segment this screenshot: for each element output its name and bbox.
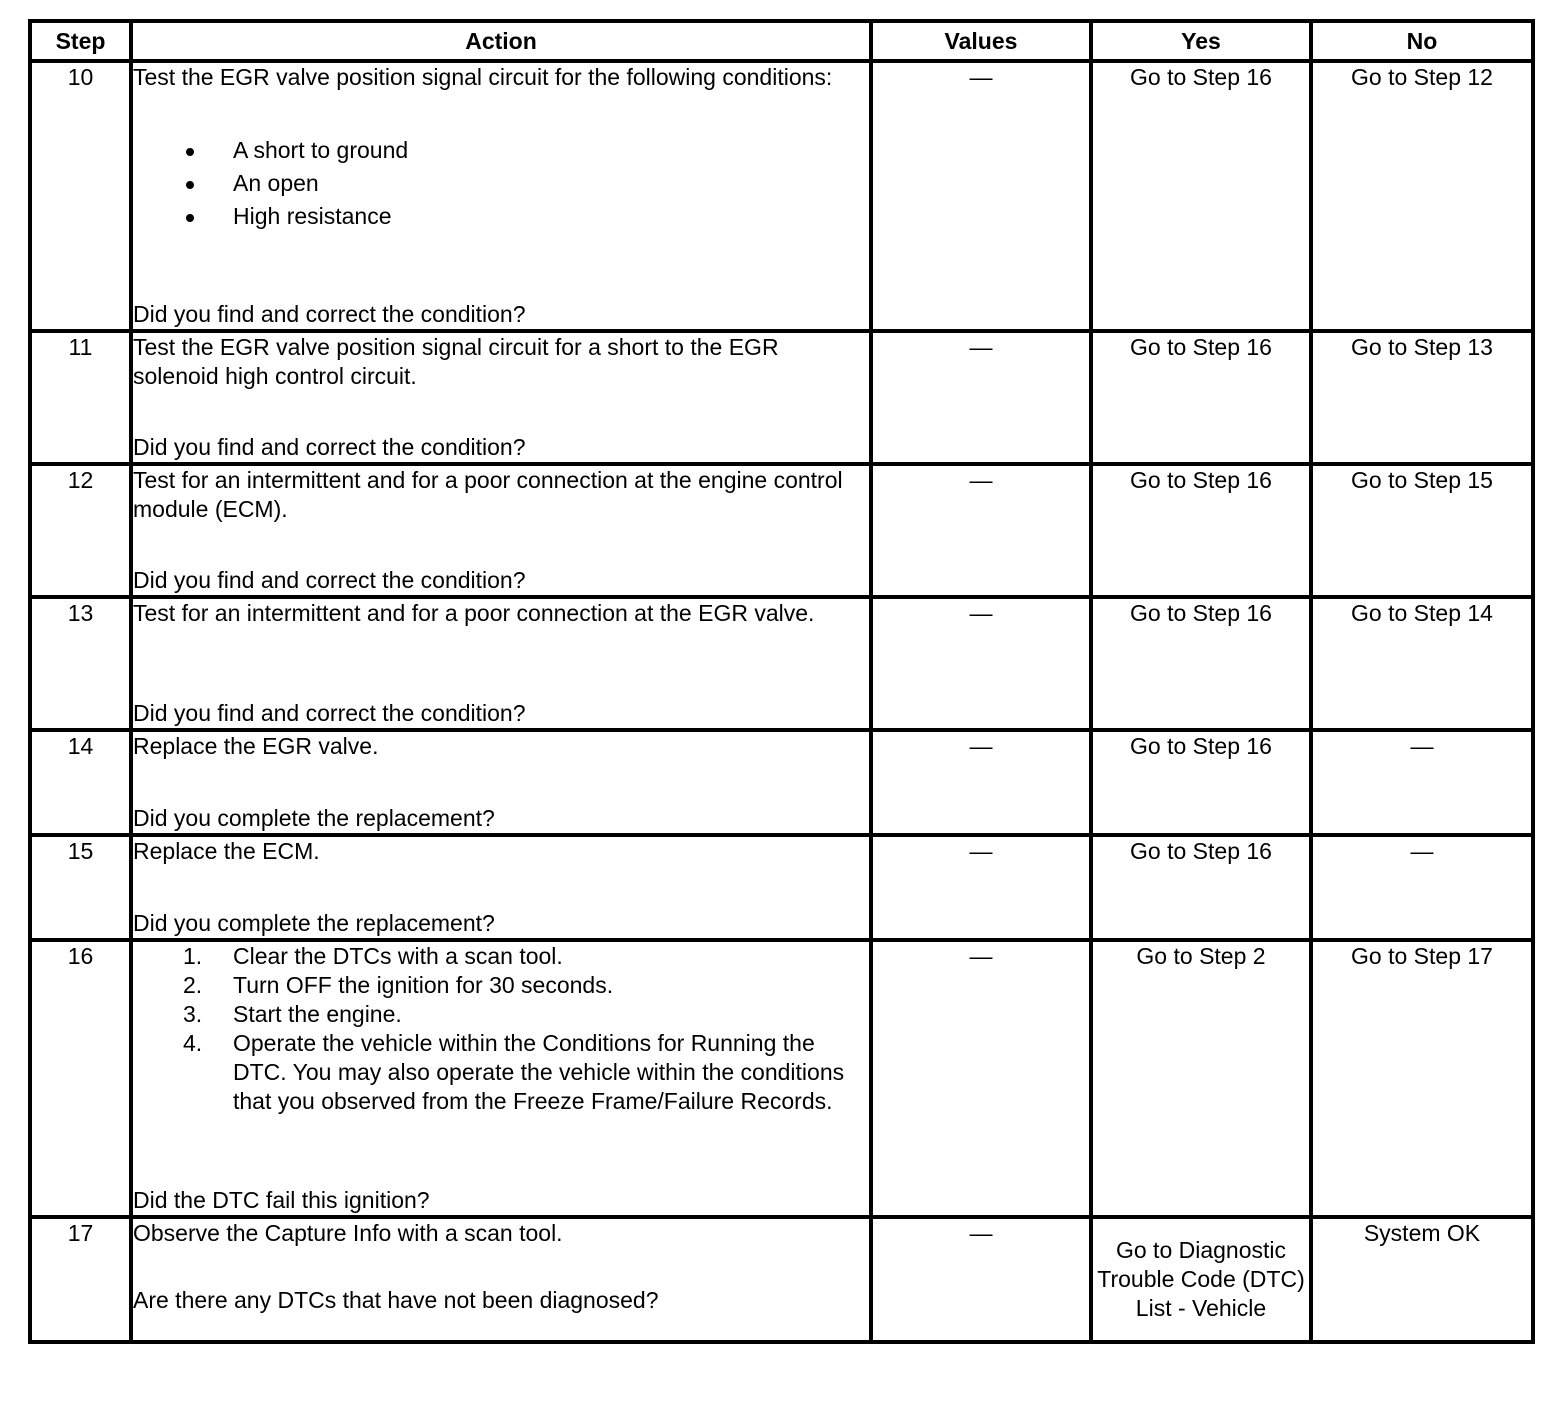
- list-item: High resistance: [183, 200, 869, 233]
- action-cell: [131, 331, 871, 464]
- no-cell: System OK: [1311, 1217, 1533, 1342]
- action-cell: [131, 597, 871, 730]
- table-row: [30, 597, 1533, 730]
- yes-cell: Go to Step 16: [1091, 61, 1311, 331]
- diagnostic-table: [28, 19, 1535, 1344]
- action-text: Observe the Capture Info with a scan tool.: [133, 1220, 563, 1246]
- header-yes: Yes: [1091, 21, 1311, 61]
- header-action: Action: [131, 21, 871, 61]
- action-cell: [131, 1217, 871, 1342]
- list-text: Start the engine.: [233, 1001, 402, 1027]
- yes-cell: Go to Step 16: [1091, 597, 1311, 730]
- action-text: Test for an intermittent and for a poor connection at the engine control module (ECM).: [133, 467, 843, 522]
- table-row: [30, 464, 1533, 597]
- action-cell: [131, 835, 871, 940]
- table-row: [30, 61, 1533, 331]
- values-cell: —: [871, 730, 1091, 835]
- list-item: [183, 942, 869, 971]
- action-text: Replace the EGR valve.: [133, 733, 379, 759]
- yes-cell: Go to Step 16: [1091, 835, 1311, 940]
- no-cell: Go to Step 13: [1311, 331, 1533, 464]
- step-number: 15: [30, 835, 131, 940]
- yes-cell: Go to Step 16: [1091, 331, 1311, 464]
- step-number: 14: [30, 730, 131, 835]
- no-cell: Go to Step 15: [1311, 464, 1533, 597]
- action-question: Did you find and correct the condition?: [133, 434, 526, 460]
- step-number: 11: [30, 331, 131, 464]
- list-number: 4.: [183, 1030, 203, 1056]
- list-number: 1.: [183, 943, 203, 969]
- values-cell: —: [871, 331, 1091, 464]
- action-text: Replace the ECM.: [133, 838, 320, 864]
- header-no: No: [1311, 21, 1533, 61]
- step-number: 12: [30, 464, 131, 597]
- action-question: Did you find and correct the condition?: [133, 700, 526, 726]
- list-item: [183, 1000, 869, 1029]
- header-step: Step: [30, 21, 131, 61]
- list-item: [183, 1029, 869, 1116]
- values-cell: —: [871, 1217, 1091, 1342]
- condition-list: [133, 134, 869, 233]
- header-values: Values: [871, 21, 1091, 61]
- no-cell: Go to Step 17: [1311, 940, 1533, 1217]
- yes-cell: Go to Diagnostic Trouble Code (DTC) List - Vehicle: [1091, 1217, 1311, 1342]
- table-row: [30, 730, 1533, 835]
- action-question: Did you find and correct the condition?: [133, 567, 526, 593]
- list-number: 2.: [183, 972, 203, 998]
- action-question: Are there any DTCs that have not been diagnosed?: [133, 1287, 659, 1313]
- values-cell: —: [871, 464, 1091, 597]
- action-question: Did the DTC fail this ignition?: [133, 1187, 430, 1213]
- action-question: Did you find and correct the condition?: [133, 301, 526, 327]
- step-number: 13: [30, 597, 131, 730]
- action-cell: [131, 464, 871, 597]
- step-number: 16: [30, 940, 131, 1217]
- yes-cell: Go to Step 2: [1091, 940, 1311, 1217]
- values-cell: —: [871, 597, 1091, 730]
- action-text: Test the EGR valve position signal circuit for the following conditions:: [133, 64, 833, 90]
- list-item: [183, 971, 869, 1000]
- no-cell: —: [1311, 835, 1533, 940]
- values-cell: —: [871, 61, 1091, 331]
- list-item: A short to ground: [183, 134, 869, 167]
- table-row: [30, 1217, 1533, 1342]
- action-question: Did you complete the replacement?: [133, 910, 495, 936]
- no-cell: —: [1311, 730, 1533, 835]
- list-number: 3.: [183, 1001, 203, 1027]
- table-row: [30, 835, 1533, 940]
- table-row: [30, 331, 1533, 464]
- yes-cell: Go to Step 16: [1091, 464, 1311, 597]
- step-number: 17: [30, 1217, 131, 1342]
- procedure-list: [133, 942, 869, 1116]
- no-cell: Go to Step 12: [1311, 61, 1533, 331]
- yes-cell: Go to Step 16: [1091, 730, 1311, 835]
- list-text: Turn OFF the ignition for 30 seconds.: [233, 972, 614, 998]
- list-text: Clear the DTCs with a scan tool.: [233, 943, 563, 969]
- action-text: Test the EGR valve position signal circuit for a short to the EGR solenoid high control circuit.: [133, 334, 779, 389]
- action-question: Did you complete the replacement?: [133, 805, 495, 831]
- values-cell: —: [871, 940, 1091, 1217]
- step-number: 10: [30, 61, 131, 331]
- action-cell: [131, 61, 871, 331]
- action-cell: [131, 940, 871, 1217]
- action-text: Test for an intermittent and for a poor connection at the EGR valve.: [133, 600, 815, 626]
- list-text: Operate the vehicle within the Conditions for Running the DTC. You may also operate the vehicle within the conditions that you observed from the Freeze Frame/Failure Records.: [233, 1030, 845, 1114]
- action-cell: [131, 730, 871, 835]
- no-cell: Go to Step 14: [1311, 597, 1533, 730]
- list-item: An open: [183, 167, 869, 200]
- header-row: [30, 21, 1533, 61]
- table-row: [30, 940, 1533, 1217]
- values-cell: —: [871, 835, 1091, 940]
